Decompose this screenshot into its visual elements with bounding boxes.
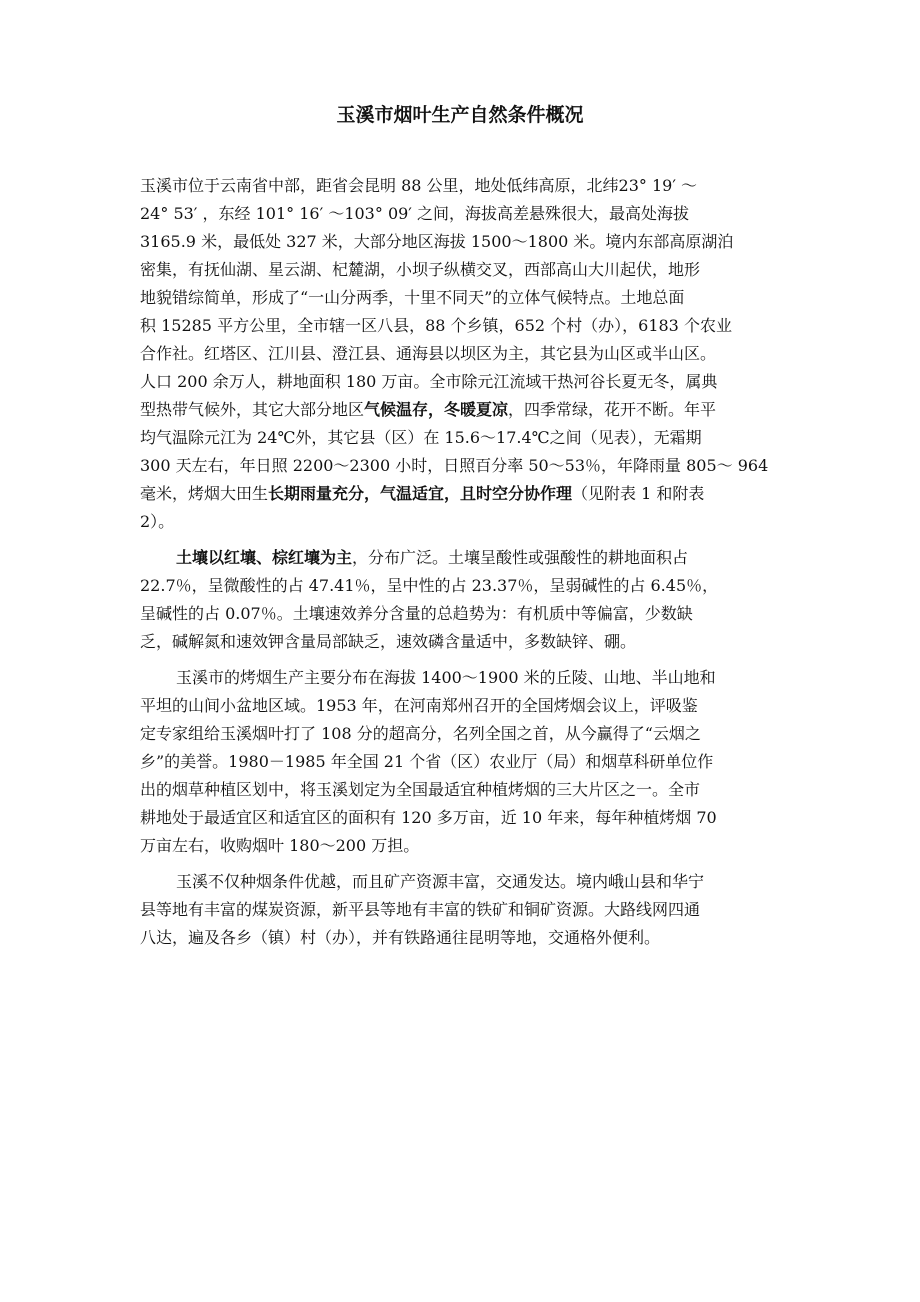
text-line: 人口 200 余万人，耕地面积 180 万亩。全市除元江流域干热河谷长夏无冬，属典 bbox=[140, 372, 718, 391]
text-line: 300 天左右，年日照 2200～2300 小时，日照百分率 50～53％，年降雨量 805～ 964 bbox=[140, 456, 769, 475]
text-line: 均气温除元江为 24℃外，其它县（区）在 15.6～17.4℃之间（见表），无霜期 bbox=[140, 428, 702, 447]
text-line: 平坦的山间小盆地区域。1953 年，在河南郑州召开的全国烤烟会议上，评吸鉴 bbox=[140, 696, 698, 715]
text-line: 密集，有抚仙湖、星云湖、杞麓湖，小坝子纵横交叉，西部高山大川起伏，地形 bbox=[140, 260, 701, 279]
text-run: ，四季常绿，花开不断。年平 bbox=[508, 400, 717, 419]
text-line: 出的烟草种植区划中，将玉溪划定为全国最适宜种植烤烟的三大片区之一。全市 bbox=[140, 780, 701, 799]
text-run: 毫米，烤烟大田生 bbox=[140, 484, 269, 503]
text-line: 玉溪市的烤烟生产主要分布在海拔 1400～1900 米的丘陵、山地、半山地和 bbox=[176, 668, 716, 687]
text-line: 乡”的美誉。1980－1985 年全国 21 个省（区）农业厅（局）和烟草科研单位作 bbox=[140, 752, 714, 771]
text-run: （见附表 1 和附表 bbox=[572, 484, 705, 503]
text-line bbox=[140, 480, 800, 508]
bold-phrase-growth: 长期雨量充分，气温适宜，且时空分协作理 bbox=[268, 484, 573, 503]
text-line bbox=[140, 544, 800, 572]
text-line bbox=[140, 396, 800, 424]
text-run: ，分布广泛。土壤呈酸性或强酸性的耕地面积占 bbox=[352, 548, 689, 567]
text-line: 地貌错综简单，形成了“一山分两季，十里不同天”的立体气候特点。土地总面 bbox=[140, 288, 685, 307]
text-line: 县等地有丰富的煤炭资源，新平县等地有丰富的铁矿和铜矿资源。大路线网四通 bbox=[140, 900, 701, 919]
bold-phrase-soil: 土壤以红壤、棕红壤为主 bbox=[176, 548, 353, 567]
paragraph-resources bbox=[140, 868, 800, 952]
text-line: 万亩左右，收购烟叶 180～200 万担。 bbox=[140, 836, 420, 855]
text-line: 积 15285 平方公里，全市辖一区八县，88 个乡镇，652 个村（办），6183 个农业 bbox=[140, 316, 732, 335]
document-body bbox=[140, 172, 800, 952]
paragraph-production bbox=[140, 664, 800, 860]
bold-phrase-climate: 气候温存，冬暖夏凉 bbox=[364, 400, 509, 419]
text-line: 耕地处于最适宜区和适宜区的面积有 120 多万亩，近 10 年来，每年种植烤烟 70 bbox=[140, 808, 717, 827]
text-line: 玉溪不仅种烟条件优越，而且矿产资源丰富，交通发达。境内峨山县和华宁 bbox=[176, 872, 705, 891]
text-line: 合作社。红塔区、江川县、澄江县、通海县以坝区为主，其它县为山区或半山区。 bbox=[140, 344, 717, 363]
text-line: 定专家组给玉溪烟叶打了 108 分的超高分，名列全国之首，从今赢得了“云烟之 bbox=[140, 724, 701, 743]
text-line: 22.7％，呈微酸性的占 47.41％，呈中性的占 23.37％，呈弱碱性的占 6.45％， bbox=[140, 576, 719, 595]
text-line: 2）。 bbox=[140, 512, 175, 531]
text-line: 乏，碱解氮和速效钾含量局部缺乏，速效磷含量适中，多数缺锌、硼。 bbox=[140, 632, 637, 651]
text-run: 型热带气候外，其它大部分地区 bbox=[140, 400, 365, 419]
paragraph-soil bbox=[140, 544, 800, 656]
text-line: 玉溪市位于云南省中部，距省会昆明 88 公里，地处低纬高原，北纬23° 19′ ～ bbox=[140, 176, 698, 195]
text-line: 八达，遍及各乡（镇）村（办），并有铁路通往昆明等地，交通格外便利。 bbox=[140, 928, 661, 947]
text-line: 24° 53′ ，东经 101° 16′ ～103° 09′ 之间，海拔高差悬殊很大，最高处海拔 bbox=[140, 204, 690, 223]
text-line: 3165.9 米，最低处 327 米，大部分地区海拔 1500～1800 米。境内东部高原湖泊 bbox=[140, 232, 734, 251]
text-line: 呈碱性的占 0.07％。土壤速效养分含量的总趋势为：有机质中等偏富，少数缺 bbox=[140, 604, 693, 623]
page-title: 玉溪市烟叶生产自然条件概况 bbox=[336, 104, 584, 126]
paragraph-geography bbox=[140, 172, 800, 536]
